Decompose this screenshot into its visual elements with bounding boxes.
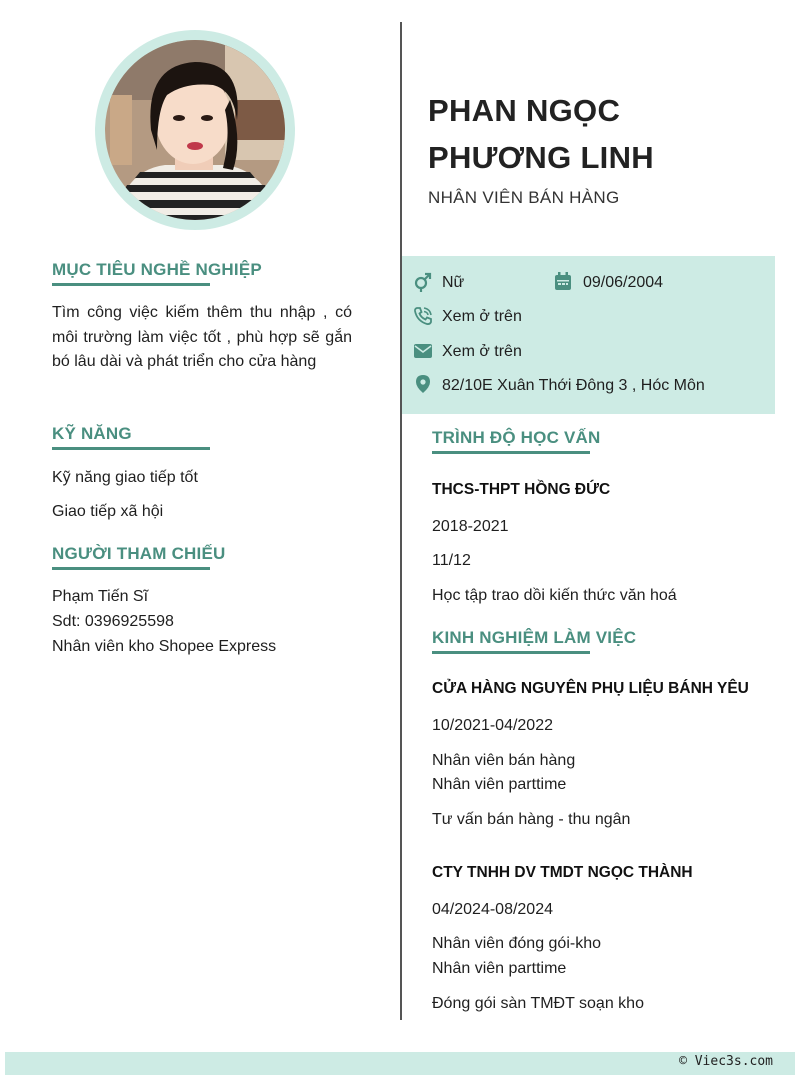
job-description: Đóng gói sàn TMĐT soạn kho [432,995,644,1012]
job-period: 10/2021-04/2022 [432,717,553,734]
avatar-frame [95,30,295,230]
job-company: CTY TNHH DV TMDT NGỌC THÀNH [432,864,693,881]
footer-bar [5,1052,795,1075]
reference-position: Nhân viên kho Shopee Express [52,638,277,655]
objective-underline [52,283,210,286]
objective-text: Tìm công việc kiếm thêm thu nhập , có môi trường làm việc tốt , phù hợp sẽ gắn bó lâu dài và phát triển cho cửa hàng [52,304,352,370]
portrait-photo [105,40,285,220]
experience-underline [432,651,590,654]
skill-item: Kỹ năng giao tiếp tốt [52,469,198,486]
education-period: 2018-2021 [432,518,509,535]
job-role: Nhân viên parttime [432,776,567,793]
footer-credit[interactable]: © Viec3s.com [679,1054,773,1069]
location-icon [413,374,433,394]
experience-heading: KINH NGHIỆM LÀM VIỆC [432,628,637,647]
job-role: Nhân viên parttime [432,960,567,977]
skill-item: Giao tiếp xã hội [52,503,164,520]
job-role: Nhân viên đóng gói-kho [432,935,602,952]
gender-icon [413,272,433,292]
gender-value: Nữ [442,274,465,291]
job-period: 04/2024-08/2024 [432,901,553,918]
references-underline [52,567,210,570]
education-grade: 11/12 [432,552,471,569]
education-description: Học tập trao dồi kiến thức văn hoá [432,587,677,604]
address-value: 82/10E Xuân Thới Đông 3 , Hóc Môn [442,377,705,394]
reference-phone: Sdt: 0396925598 [52,613,174,630]
column-divider [400,22,402,1020]
objective-heading: MỤC TIÊU NGHỀ NGHIỆP [52,260,262,279]
email-icon [413,341,433,361]
candidate-name: PHAN NGỌC PHƯƠNG LINH [428,93,654,175]
candidate-title: NHÂN VIÊN BÁN HÀNG [428,188,620,207]
education-heading: TRÌNH ĐỘ HỌC VẤN [432,428,601,447]
job-description: Tư vấn bán hàng - thu ngân [432,811,631,828]
calendar-icon [553,271,573,291]
job-company: CỬA HÀNG NGUYÊN PHỤ LIỆU BÁNH YÊU [432,680,749,697]
job-role: Nhân viên bán hàng [432,752,576,769]
phone-value: Xem ở trên [442,308,522,325]
reference-name: Phạm Tiến Sĩ [52,588,149,605]
references-heading: NGƯỜI THAM CHIẾU [52,544,226,563]
skills-heading: KỸ NĂNG [52,424,132,443]
avatar [105,40,285,220]
birthday-value: 09/06/2004 [583,274,664,291]
school-name: THCS-THPT HỒNG ĐỨC [432,481,611,498]
skills-underline [52,447,210,450]
contact-panel [402,256,775,414]
education-underline [432,451,590,454]
email-value: Xem ở trên [442,343,522,360]
phone-icon [413,306,433,326]
